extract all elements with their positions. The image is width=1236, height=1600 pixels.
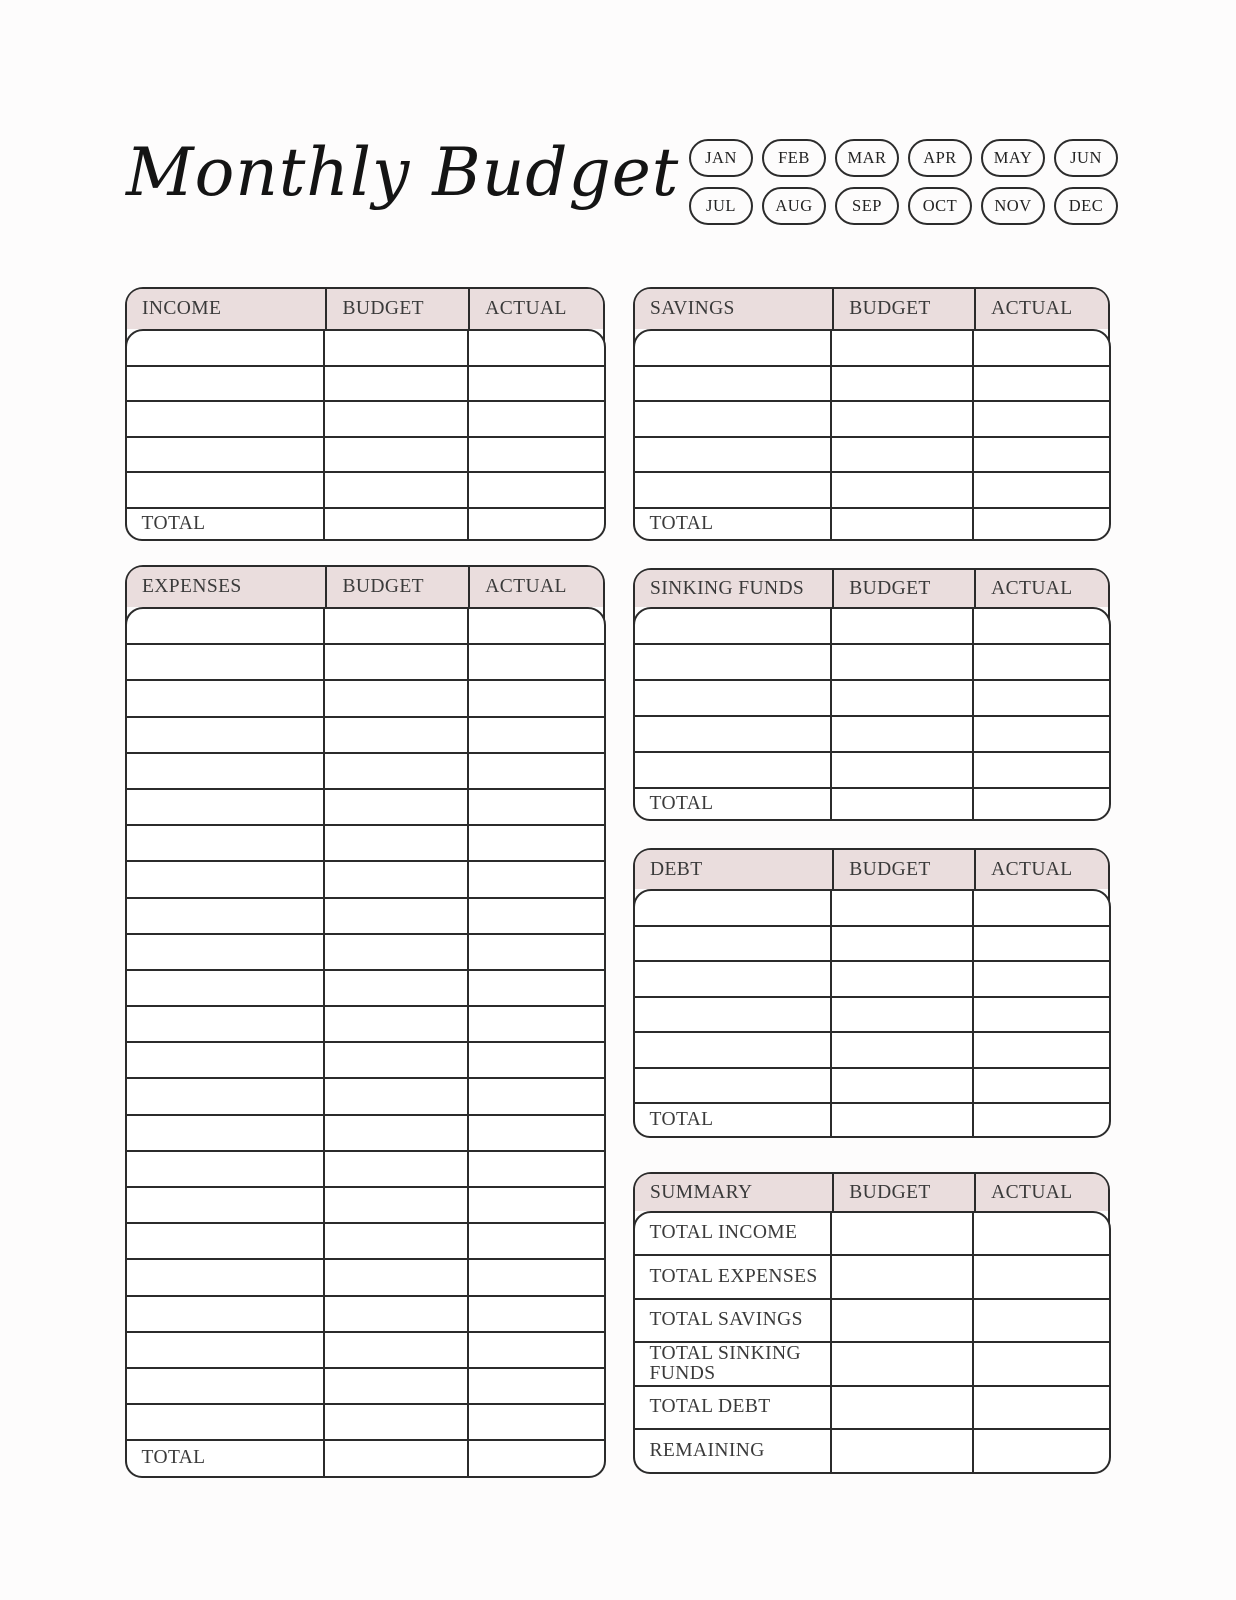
empty-name-cell[interactable] (127, 1369, 326, 1403)
empty-actual-cell[interactable] (974, 962, 1108, 996)
empty-name-cell[interactable] (127, 826, 326, 860)
sinking-funds-total-row (635, 789, 1109, 819)
empty-row (635, 1033, 1109, 1069)
summary-row-total-debt (635, 1387, 1109, 1430)
income-table (125, 287, 605, 540)
empty-name-cell[interactable] (127, 754, 326, 788)
empty-actual-cell[interactable] (469, 1224, 604, 1258)
empty-row (127, 1297, 604, 1333)
empty-row (127, 971, 604, 1007)
empty-name-cell[interactable] (127, 645, 326, 679)
debt-column-header: DEBT (650, 858, 703, 880)
empty-row (635, 331, 1109, 367)
summary-actual-cell[interactable] (974, 1343, 1108, 1384)
empty-actual-cell[interactable] (469, 899, 604, 933)
empty-budget-cell[interactable] (325, 438, 468, 472)
empty-budget-cell[interactable] (325, 473, 468, 507)
empty-row (127, 1152, 604, 1188)
empty-row (127, 826, 604, 862)
sinking-funds-table (633, 568, 1110, 820)
empty-budget-cell[interactable] (325, 862, 468, 896)
empty-actual-cell[interactable] (974, 367, 1108, 401)
summary-actual-cell[interactable] (974, 1300, 1108, 1341)
empty-row (127, 754, 604, 790)
empty-budget-cell[interactable] (325, 681, 468, 715)
budget-column-header: BUDGET (832, 850, 974, 889)
empty-row (127, 1043, 604, 1079)
empty-name-cell[interactable] (635, 927, 833, 961)
month-pill-mar[interactable]: MAR (835, 139, 899, 177)
empty-actual-cell[interactable] (974, 753, 1108, 787)
empty-name-cell[interactable] (127, 718, 326, 752)
empty-budget-cell[interactable] (832, 438, 974, 472)
sinking-funds-table-body (633, 607, 1111, 821)
total-budget-cell[interactable] (325, 1441, 468, 1475)
empty-budget-cell[interactable] (325, 899, 468, 933)
empty-name-cell[interactable] (127, 331, 326, 365)
empty-row (127, 1007, 604, 1043)
summary-row-label: TOTAL DEBT (635, 1387, 833, 1428)
empty-actual-cell[interactable] (974, 645, 1108, 679)
empty-row (127, 402, 604, 438)
empty-row (635, 753, 1109, 789)
empty-budget-cell[interactable] (325, 645, 468, 679)
total-actual-cell[interactable] (469, 1441, 604, 1475)
empty-row (127, 1224, 604, 1260)
actual-column-header: ACTUAL (974, 850, 1108, 889)
total-label: TOTAL (635, 509, 833, 539)
empty-budget-cell[interactable] (325, 935, 468, 969)
empty-budget-cell[interactable] (325, 826, 468, 860)
empty-row (127, 367, 604, 403)
empty-name-cell[interactable] (127, 790, 326, 824)
empty-actual-cell[interactable] (974, 1033, 1108, 1067)
empty-budget-cell[interactable] (832, 473, 974, 507)
empty-name-cell[interactable] (635, 438, 833, 472)
empty-name-cell[interactable] (635, 681, 833, 715)
empty-budget-cell[interactable] (325, 1224, 468, 1258)
empty-budget-cell[interactable] (325, 1405, 468, 1439)
empty-actual-cell[interactable] (469, 402, 604, 436)
income-total-row (127, 509, 604, 539)
total-actual-cell[interactable] (974, 1104, 1108, 1136)
expenses-total-row (127, 1441, 604, 1475)
empty-name-cell[interactable] (127, 1224, 326, 1258)
summary-row-total-savings (635, 1300, 1109, 1343)
total-label: TOTAL (127, 509, 326, 539)
empty-actual-cell[interactable] (974, 438, 1108, 472)
month-pill-aug[interactable]: AUG (762, 187, 826, 225)
empty-budget-cell[interactable] (832, 753, 974, 787)
empty-name-cell[interactable] (127, 1333, 326, 1367)
empty-budget-cell[interactable] (325, 1188, 468, 1222)
empty-name-cell[interactable] (635, 717, 833, 751)
empty-row (635, 1069, 1109, 1105)
empty-actual-cell[interactable] (974, 891, 1108, 925)
empty-row (127, 609, 604, 645)
summary-budget-cell[interactable] (832, 1387, 974, 1428)
empty-actual-cell[interactable] (974, 331, 1108, 365)
empty-name-cell[interactable] (635, 331, 833, 365)
empty-name-cell[interactable] (127, 1405, 326, 1439)
empty-budget-cell[interactable] (325, 367, 468, 401)
empty-name-cell[interactable] (635, 609, 833, 643)
empty-row (127, 718, 604, 754)
month-pill-feb[interactable]: FEB (762, 139, 826, 177)
budget-column-header: BUDGET (325, 567, 468, 607)
total-budget-cell[interactable] (832, 789, 974, 819)
summary-row-label: TOTAL SAVINGS (635, 1300, 833, 1341)
savings-column-header: SAVINGS (650, 298, 735, 319)
month-pill-jul[interactable]: JUL (689, 187, 753, 225)
month-pill-jun[interactable]: JUN (1054, 139, 1118, 177)
empty-name-cell[interactable] (635, 753, 833, 787)
empty-actual-cell[interactable] (469, 645, 604, 679)
empty-name-cell[interactable] (127, 1043, 326, 1077)
empty-name-cell[interactable] (127, 935, 326, 969)
empty-actual-cell[interactable] (469, 609, 604, 643)
expenses-table-body (125, 607, 606, 1478)
empty-name-cell[interactable] (635, 1069, 833, 1103)
empty-budget-cell[interactable] (325, 1369, 468, 1403)
month-selector (689, 139, 1118, 225)
empty-budget-cell[interactable] (325, 1079, 468, 1113)
empty-budget-cell[interactable] (325, 971, 468, 1005)
summary-actual-cell[interactable] (974, 1213, 1108, 1254)
empty-name-cell[interactable] (635, 367, 833, 401)
empty-name-cell[interactable] (635, 473, 833, 507)
empty-actual-cell[interactable] (469, 438, 604, 472)
empty-row (635, 367, 1109, 403)
debt-table-body (633, 889, 1111, 1138)
actual-column-header: ACTUAL (974, 570, 1108, 607)
empty-name-cell[interactable] (127, 681, 326, 715)
total-label: TOTAL (635, 1104, 833, 1136)
empty-actual-cell[interactable] (469, 1405, 604, 1439)
empty-budget-cell[interactable] (325, 718, 468, 752)
total-label: TOTAL (635, 789, 833, 819)
empty-name-cell[interactable] (127, 971, 326, 1005)
total-budget-cell[interactable] (325, 509, 468, 539)
empty-actual-cell[interactable] (469, 1007, 604, 1041)
total-actual-cell[interactable] (974, 509, 1108, 539)
empty-actual-cell[interactable] (469, 331, 604, 365)
month-pill-oct[interactable]: OCT (908, 187, 972, 225)
empty-row (127, 790, 604, 826)
empty-name-cell[interactable] (127, 1260, 326, 1294)
empty-row (635, 891, 1109, 927)
empty-actual-cell[interactable] (469, 862, 604, 896)
empty-row (127, 899, 604, 935)
total-budget-cell[interactable] (832, 1104, 974, 1136)
empty-actual-cell[interactable] (974, 717, 1108, 751)
empty-budget-cell[interactable] (832, 402, 974, 436)
empty-row (635, 717, 1109, 753)
empty-budget-cell[interactable] (832, 645, 974, 679)
sinking-funds-column-header: SINKING FUNDS (650, 577, 805, 599)
empty-row (635, 645, 1109, 681)
empty-name-cell[interactable] (127, 1188, 326, 1222)
summary-row-label: TOTAL SINKING FUNDS (635, 1343, 833, 1384)
empty-row (635, 402, 1109, 438)
empty-budget-cell[interactable] (325, 1333, 468, 1367)
month-pill-dec[interactable]: DEC (1054, 187, 1118, 225)
empty-row (635, 438, 1109, 474)
empty-actual-cell[interactable] (974, 402, 1108, 436)
empty-actual-cell[interactable] (469, 1116, 604, 1150)
empty-actual-cell[interactable] (469, 1297, 604, 1331)
summary-table-header (635, 1174, 1108, 1211)
empty-row (127, 645, 604, 681)
debt-table-header (635, 850, 1108, 889)
empty-actual-cell[interactable] (974, 681, 1108, 715)
empty-name-cell[interactable] (635, 645, 833, 679)
month-row-2 (689, 187, 1118, 225)
empty-budget-cell[interactable] (325, 1043, 468, 1077)
empty-actual-cell[interactable] (469, 790, 604, 824)
empty-actual-cell[interactable] (974, 473, 1108, 507)
empty-budget-cell[interactable] (832, 891, 974, 925)
empty-name-cell[interactable] (127, 1079, 326, 1113)
empty-row (127, 331, 604, 367)
empty-name-cell[interactable] (127, 862, 326, 896)
empty-budget-cell[interactable] (325, 1297, 468, 1331)
summary-row-total-expenses (635, 1256, 1109, 1299)
empty-name-cell[interactable] (127, 609, 326, 643)
empty-budget-cell[interactable] (325, 1007, 468, 1041)
empty-actual-cell[interactable] (974, 609, 1108, 643)
empty-name-cell[interactable] (635, 402, 833, 436)
empty-name-cell[interactable] (127, 1297, 326, 1331)
empty-budget-cell[interactable] (832, 1033, 974, 1067)
empty-row (635, 473, 1109, 509)
summary-actual-cell[interactable] (974, 1430, 1108, 1471)
debt-table (633, 848, 1110, 1137)
month-pill-apr[interactable]: APR (908, 139, 972, 177)
income-column-header: INCOME (142, 298, 222, 319)
sinking-funds-table-header (635, 570, 1108, 607)
empty-actual-cell[interactable] (469, 1188, 604, 1222)
empty-name-cell[interactable] (635, 1033, 833, 1067)
empty-budget-cell[interactable] (832, 331, 974, 365)
page-title: Monthly Budget (126, 133, 680, 211)
empty-name-cell[interactable] (127, 1152, 326, 1186)
actual-column-header: ACTUAL (468, 289, 603, 329)
empty-actual-cell[interactable] (469, 367, 604, 401)
month-pill-nov[interactable]: NOV (981, 187, 1045, 225)
savings-table-body (633, 329, 1111, 541)
empty-row (127, 1369, 604, 1405)
empty-row (127, 1260, 604, 1296)
empty-row (127, 1405, 604, 1441)
budget-column-header: BUDGET (832, 570, 974, 607)
empty-row (127, 1079, 604, 1115)
empty-row (635, 681, 1109, 717)
empty-actual-cell[interactable] (469, 1260, 604, 1294)
empty-row (127, 1116, 604, 1152)
empty-row (127, 681, 604, 717)
empty-name-cell[interactable] (127, 402, 326, 436)
empty-actual-cell[interactable] (469, 681, 604, 715)
month-pill-may[interactable]: MAY (981, 139, 1045, 177)
month-row-1 (689, 139, 1118, 177)
empty-budget-cell[interactable] (325, 754, 468, 788)
budget-column-header: BUDGET (325, 289, 468, 329)
summary-row-remaining (635, 1430, 1109, 1471)
empty-budget-cell[interactable] (325, 402, 468, 436)
summary-column-header: SUMMARY (650, 1181, 753, 1203)
empty-budget-cell[interactable] (832, 998, 974, 1032)
expenses-table (125, 565, 605, 1477)
savings-table-header (635, 289, 1108, 329)
empty-row (635, 998, 1109, 1034)
empty-actual-cell[interactable] (469, 1043, 604, 1077)
empty-budget-cell[interactable] (325, 331, 468, 365)
empty-actual-cell[interactable] (469, 826, 604, 860)
total-actual-cell[interactable] (974, 789, 1108, 819)
empty-row (635, 962, 1109, 998)
empty-name-cell[interactable] (635, 998, 833, 1032)
empty-budget-cell[interactable] (832, 962, 974, 996)
summary-row-total-sinking-funds (635, 1343, 1109, 1386)
empty-row (127, 1333, 604, 1369)
empty-actual-cell[interactable] (469, 1152, 604, 1186)
summary-row-label: TOTAL INCOME (635, 1213, 833, 1254)
empty-actual-cell[interactable] (469, 718, 604, 752)
summary-table (633, 1172, 1110, 1473)
empty-name-cell[interactable] (127, 899, 326, 933)
empty-row (635, 927, 1109, 963)
empty-actual-cell[interactable] (469, 1079, 604, 1113)
empty-name-cell[interactable] (127, 1007, 326, 1041)
summary-row-label: REMAINING (635, 1430, 833, 1471)
empty-budget-cell[interactable] (832, 717, 974, 751)
empty-budget-cell[interactable] (832, 609, 974, 643)
actual-column-header: ACTUAL (468, 567, 603, 607)
empty-budget-cell[interactable] (325, 1116, 468, 1150)
summary-table-body (633, 1211, 1111, 1474)
empty-actual-cell[interactable] (974, 1069, 1108, 1103)
actual-column-header: ACTUAL (974, 289, 1108, 329)
empty-budget-cell[interactable] (325, 609, 468, 643)
income-table-header (127, 289, 603, 329)
empty-row (127, 935, 604, 971)
empty-actual-cell[interactable] (469, 754, 604, 788)
empty-budget-cell[interactable] (832, 681, 974, 715)
empty-name-cell[interactable] (127, 367, 326, 401)
month-pill-jan[interactable]: JAN (689, 139, 753, 177)
empty-actual-cell[interactable] (469, 1333, 604, 1367)
summary-actual-cell[interactable] (974, 1256, 1108, 1297)
budget-column-header: BUDGET (832, 1174, 974, 1211)
empty-actual-cell[interactable] (469, 935, 604, 969)
budget-column-header: BUDGET (832, 289, 974, 329)
empty-actual-cell[interactable] (974, 927, 1108, 961)
empty-row (127, 862, 604, 898)
empty-row (635, 609, 1109, 645)
empty-actual-cell[interactable] (469, 473, 604, 507)
summary-actual-cell[interactable] (974, 1387, 1108, 1428)
total-label: TOTAL (127, 1441, 326, 1475)
summary-budget-cell[interactable] (832, 1343, 974, 1384)
savings-total-row (635, 509, 1109, 539)
empty-budget-cell[interactable] (832, 927, 974, 961)
empty-name-cell[interactable] (635, 891, 833, 925)
empty-actual-cell[interactable] (469, 971, 604, 1005)
empty-budget-cell[interactable] (325, 1260, 468, 1294)
empty-name-cell[interactable] (127, 1116, 326, 1150)
income-table-body (125, 329, 606, 541)
summary-budget-cell[interactable] (832, 1256, 974, 1297)
empty-budget-cell[interactable] (832, 1069, 974, 1103)
empty-name-cell[interactable] (635, 962, 833, 996)
expenses-column-header: EXPENSES (142, 576, 242, 597)
empty-budget-cell[interactable] (325, 1152, 468, 1186)
total-actual-cell[interactable] (469, 509, 604, 539)
empty-row (127, 438, 604, 474)
debt-total-row (635, 1104, 1109, 1136)
empty-row (127, 1188, 604, 1224)
empty-name-cell[interactable] (127, 473, 326, 507)
total-budget-cell[interactable] (832, 509, 974, 539)
expenses-table-header (127, 567, 603, 607)
summary-row-label: TOTAL EXPENSES (635, 1256, 833, 1297)
empty-budget-cell[interactable] (832, 367, 974, 401)
empty-name-cell[interactable] (127, 438, 326, 472)
summary-budget-cell[interactable] (832, 1213, 974, 1254)
actual-column-header: ACTUAL (974, 1174, 1108, 1211)
month-pill-sep[interactable]: SEP (835, 187, 899, 225)
empty-actual-cell[interactable] (974, 998, 1108, 1032)
summary-budget-cell[interactable] (832, 1300, 974, 1341)
empty-actual-cell[interactable] (469, 1369, 604, 1403)
empty-row (127, 473, 604, 509)
summary-row-total-income (635, 1213, 1109, 1256)
empty-budget-cell[interactable] (325, 790, 468, 824)
summary-budget-cell[interactable] (832, 1430, 974, 1471)
savings-table (633, 287, 1110, 540)
